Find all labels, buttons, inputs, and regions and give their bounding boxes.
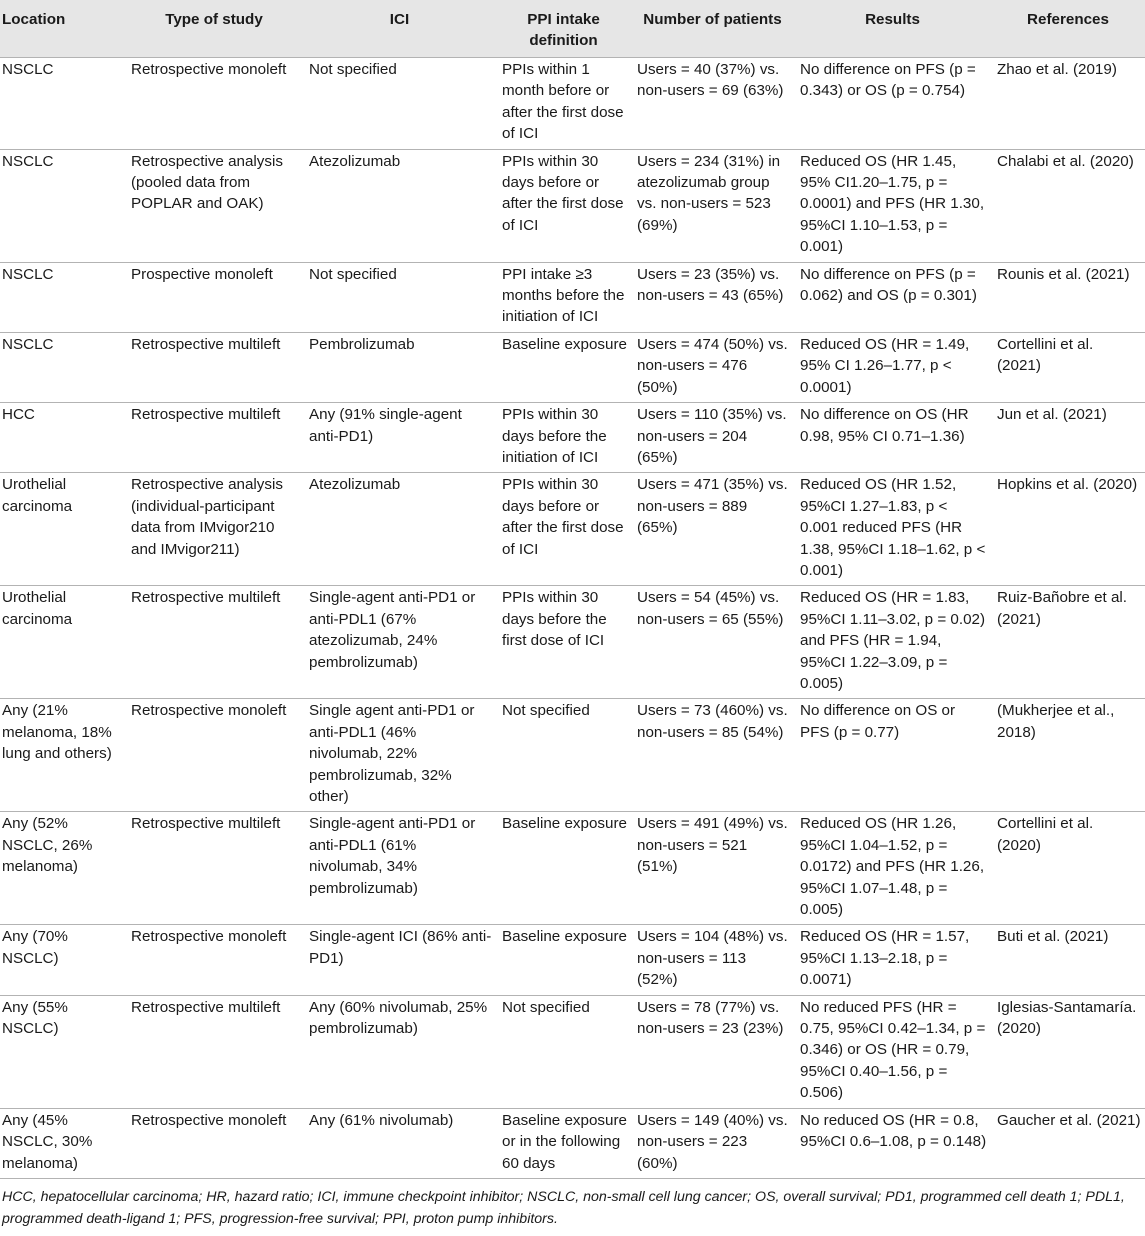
- cell-location: Any (70% NSCLC): [2, 928, 68, 967]
- cell-results: Reduced OS (HR = 1.57, 95%CI 1.13–2.18, p = 0.0071): [800, 928, 970, 989]
- table-row: [0, 995, 1145, 1108]
- cell-number-of-patients: Users = 474 (50%) vs. non-users = 476 (50%): [637, 335, 788, 396]
- cell-ppi-definition: PPIs within 1 month before or after the first dose of ICI: [502, 61, 624, 143]
- table-row: [0, 149, 1145, 262]
- cell-type-of-study: Prospective monoleft: [131, 265, 273, 283]
- cell-references: (Mukherjee et al., 2018): [997, 702, 1115, 741]
- cell-ici: Pembrolizumab: [309, 335, 415, 353]
- header-ppi-definition: PPI intake definition: [527, 11, 600, 49]
- cell-number-of-patients: Users = 234 (31%) in atezolizumab group vs. non-users = 523 (69%): [637, 152, 781, 234]
- cell-ici: Any (91% single-agent anti-PD1): [309, 406, 462, 445]
- cell-number-of-patients: Users = 110 (35%) vs. non-users = 204 (65%): [637, 406, 787, 466]
- cell-type-of-study: Retrospective multileft: [131, 335, 281, 353]
- cell-ppi-definition: PPIs within 30 days before or after the first dose of ICI: [502, 152, 624, 234]
- cell-location: Any (45% NSCLC, 30% melanoma): [2, 1111, 93, 1172]
- table-row: [0, 58, 1145, 150]
- cell-references: Hopkins et al. (2020): [997, 476, 1138, 494]
- cell-ici: Single-agent anti-PD1 or anti-PDL1 (67% atezolizumab, 24% pembrolizumab): [309, 589, 476, 671]
- cell-location: Urothelial carcinoma: [2, 476, 73, 515]
- header-ici: ICI: [389, 11, 410, 28]
- cell-ici: Single-agent anti-PD1 or anti-PDL1 (61% nivolumab, 34% pembrolizumab): [309, 815, 476, 897]
- cell-ppi-definition: PPI intake ≥3 months before the initiation of ICI: [502, 265, 625, 326]
- cell-location: NSCLC: [2, 265, 54, 283]
- cell-ici: Any (61% nivolumab): [309, 1111, 454, 1129]
- cell-ici: Single agent anti-PD1 or anti-PDL1 (46% nivolumab, 22% pembrolizumab, 32% other): [309, 702, 475, 805]
- header-number-of-patients: Number of patients: [643, 11, 782, 28]
- cell-ici: Any (60% nivolumab, 25% pembrolizumab): [309, 998, 488, 1038]
- cell-ppi-definition: PPIs within 30 days before or after the first dose of ICI: [502, 476, 624, 558]
- cell-results: No difference on PFS (p = 0.062) and OS (p = 0.301): [800, 265, 977, 305]
- table-row: [0, 403, 1145, 473]
- table-footnote: HCC, hepatocellular carcinoma; HR, hazard ratio; ICI, immune checkpoint inhibitor; NSCLC, non-small cell lung cancer; OS, overall survival; PD1, programmed cell death 1; PDL1, programmed death-ligand 1; PFS, progression-free survival; PPI, proton pump inhibitors.: [2, 1188, 1125, 1227]
- cell-references: Ruiz-Bañobre et al. (2021): [997, 589, 1128, 628]
- cell-type-of-study: Retrospective analysis (individual-participant data from IMvigor210 and IMvigor211): [131, 476, 283, 558]
- cell-number-of-patients: Users = 54 (45%) vs. non-users = 65 (55%): [637, 589, 784, 628]
- cell-number-of-patients: Users = 40 (37%) vs. non-users = 69 (63%): [637, 61, 784, 100]
- table-row: [0, 586, 1145, 699]
- cell-number-of-patients: Users = 491 (49%) vs. non-users = 521 (51%): [637, 815, 788, 876]
- cell-type-of-study: Retrospective monoleft: [131, 928, 287, 946]
- cell-ppi-definition: Not specified: [502, 702, 590, 720]
- cell-type-of-study: Retrospective multileft: [131, 815, 281, 833]
- cell-type-of-study: Retrospective analysis (pooled data from POPLAR and OAK): [131, 152, 283, 213]
- table-row: [0, 699, 1145, 812]
- header-row: [0, 0, 1145, 58]
- cell-ppi-definition: Baseline exposure: [502, 335, 627, 353]
- cell-ici: Not specified: [309, 265, 397, 283]
- cell-ppi-definition: PPIs within 30 days before the initiation of ICI: [502, 406, 607, 466]
- cell-location: NSCLC: [2, 152, 54, 170]
- cell-type-of-study: Retrospective multileft: [131, 589, 281, 607]
- table-row: [0, 262, 1145, 332]
- table-row: [0, 925, 1145, 995]
- cell-number-of-patients: Users = 471 (35%) vs. non-users = 889 (65%): [637, 476, 788, 537]
- cell-ici: Atezolizumab: [309, 476, 401, 494]
- cell-type-of-study: Retrospective monoleft: [131, 61, 287, 78]
- cell-location: Urothelial carcinoma: [2, 589, 73, 628]
- cell-ppi-definition: Baseline exposure: [502, 815, 627, 833]
- header-type-of-study: Type of study: [165, 11, 263, 28]
- cell-location: Any (52% NSCLC, 26% melanoma): [2, 815, 93, 876]
- cell-ppi-definition: Not specified: [502, 998, 590, 1016]
- cell-references: Cortellini et al. (2021): [997, 335, 1094, 375]
- cell-results: Reduced OS (HR 1.52, 95%CI 1.27–1.83, p < 0.001 reduced PFS (HR 1.38, 95%CI 1.18–1.62, p < 0.001): [800, 476, 986, 579]
- table-row: [0, 332, 1145, 402]
- cell-number-of-patients: Users = 23 (35%) vs. non-users = 43 (65%): [637, 265, 784, 305]
- cell-type-of-study: Retrospective monoleft: [131, 702, 287, 720]
- cell-ppi-definition: Baseline exposure or in the following 60 days: [502, 1111, 627, 1172]
- cell-ppi-definition: Baseline exposure: [502, 928, 627, 946]
- cell-ici: Not specified: [309, 61, 397, 78]
- header-results: Results: [865, 11, 920, 28]
- cell-number-of-patients: Users = 149 (40%) vs. non-users = 223 (60%): [637, 1111, 788, 1172]
- cell-references: Rounis et al. (2021): [997, 265, 1130, 283]
- cell-location: HCC: [2, 406, 35, 424]
- cell-location: NSCLC: [2, 61, 54, 78]
- table-row: [0, 812, 1145, 925]
- cell-results: No difference on OS (HR 0.98, 95% CI 0.71–1.36): [800, 406, 969, 445]
- cell-type-of-study: Retrospective monoleft: [131, 1111, 287, 1129]
- cell-type-of-study: Retrospective multileft: [131, 406, 281, 424]
- cell-results: Reduced OS (HR = 1.49, 95% CI 1.26–1.77, p < 0.0001): [800, 335, 970, 396]
- cell-ppi-definition: PPIs within 30 days before the first dose of ICI: [502, 589, 607, 650]
- table-footer: [0, 1178, 1145, 1236]
- cell-references: Buti et al. (2021): [997, 928, 1109, 946]
- cell-ici: Atezolizumab: [309, 152, 401, 170]
- cell-number-of-patients: Users = 78 (77%) vs. non-users = 23 (23%): [637, 998, 784, 1038]
- cell-results: No reduced PFS (HR = 0.75, 95%CI 0.42–1.34, p = 0.346) or OS (HR = 0.79, 95%CI 0.40–1.56, p = 0.506): [800, 998, 986, 1102]
- cell-references: Iglesias-Santamaría. (2020): [997, 998, 1137, 1038]
- cell-location: NSCLC: [2, 335, 54, 353]
- cell-references: Cortellini et al. (2020): [997, 815, 1094, 854]
- cell-results: No reduced OS (HR = 0.8, 95%CI 0.6–1.08, p = 0.148): [800, 1111, 987, 1151]
- cell-number-of-patients: Users = 73 (460%) vs. non-users = 85 (54%): [637, 702, 788, 741]
- cell-location: Any (55% NSCLC): [2, 998, 68, 1038]
- footnote-row: [0, 1178, 1145, 1236]
- table-header: [0, 0, 1145, 58]
- cell-type-of-study: Retrospective multileft: [131, 998, 281, 1016]
- cell-results: Reduced OS (HR = 1.83, 95%CI 1.11–3.02, p = 0.02) and PFS (HR = 1.94, 95%CI 1.22–3.09, p = 0.005): [800, 589, 986, 692]
- table-row: [0, 473, 1145, 586]
- table-body: [0, 58, 1145, 1179]
- cell-location: Any (21% melanoma, 18% lung and others): [2, 702, 112, 763]
- cell-references: Gaucher et al. (2021): [997, 1111, 1141, 1129]
- cell-number-of-patients: Users = 104 (48%) vs. non-users = 113 (52%): [637, 928, 788, 989]
- table-row: [0, 1108, 1145, 1178]
- cell-references: Jun et al. (2021): [997, 406, 1107, 424]
- cell-references: Chalabi et al. (2020): [997, 152, 1134, 170]
- cell-ici: Single-agent ICI (86% anti-PD1): [309, 928, 492, 967]
- cell-results: Reduced OS (HR 1.45, 95% CI1.20–1.75, p = 0.0001) and PFS (HR 1.30, 95%CI 1.10–1.53, p = 0.001): [800, 152, 985, 256]
- cell-results: No difference on PFS (p = 0.343) or OS (p = 0.754): [800, 61, 976, 100]
- header-references: References: [1027, 11, 1109, 28]
- header-location: Location: [2, 11, 66, 28]
- cell-results: Reduced OS (HR 1.26, 95%CI 1.04–1.52, p = 0.0172) and PFS (HR 1.26, 95%CI 1.07–1.48, p = 0.005): [800, 815, 985, 919]
- cell-references: Zhao et al. (2019): [997, 61, 1117, 78]
- cell-results: No difference on OS or PFS (p = 0.77): [800, 702, 956, 741]
